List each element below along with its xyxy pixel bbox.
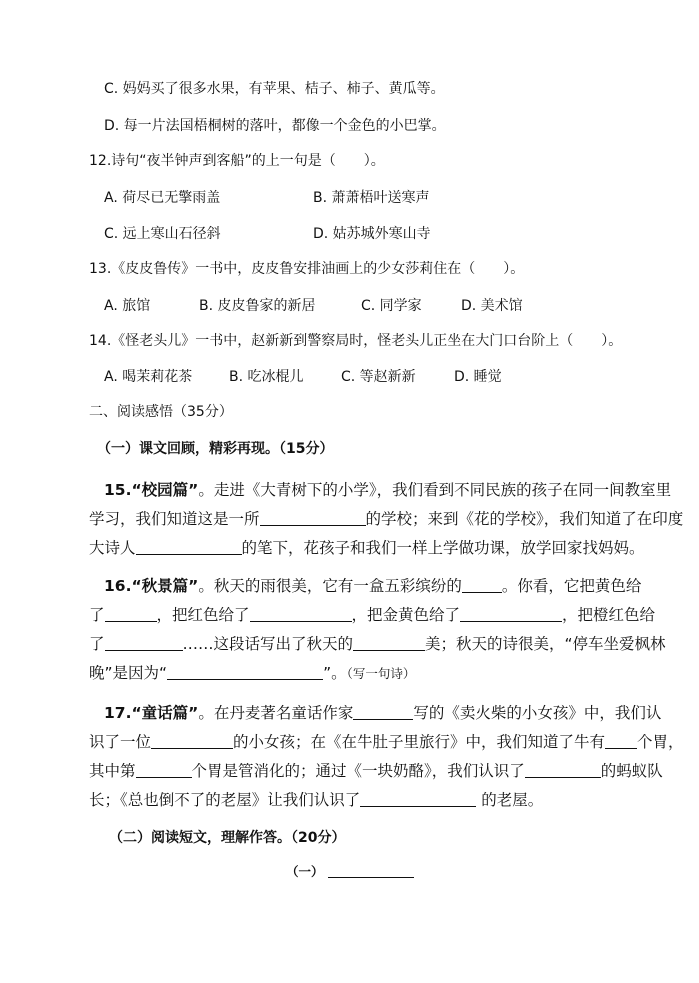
q12-option-d: D. 姑苏城外寒山寺: [313, 226, 431, 242]
q14-option-a: A. 喝茉莉花茶: [104, 369, 193, 385]
q15-line2: 学习，我们知道这是一所 的学校；来到《花的学校》，我们知道了在印度: [89, 510, 684, 528]
q16-blank-2[interactable]: [105, 607, 157, 622]
q16-blank-3[interactable]: [250, 607, 352, 622]
q16-line3: 了 ……这段话写出了秋天的 美；秋天的诗很美，“停车坐爱枫林: [89, 635, 666, 653]
q16-line2: 了 ，把红色给了 ，把金黄色给了 ，把橙红色给: [89, 606, 656, 624]
q17-blank-2[interactable]: [151, 734, 233, 749]
q17-line2: 识了一位 的小女孩；在《在牛肚子里旅行》中，我们知道了牛有 个胃，: [89, 733, 684, 751]
q13-option-d: D. 美术馆: [461, 298, 523, 314]
q14-option-d: D. 睡觉: [454, 369, 502, 385]
q17-line4: 长；《总也倒不了的老屋》让我们认识了 的老屋。: [89, 791, 544, 809]
q14-option-b: B. 吃冰棍儿: [229, 369, 304, 385]
q16-line1: 16.“秋景篇”。秋天的雨很美，它有一盒五彩缤纷的 。你看，它把黄色给: [104, 577, 642, 595]
part2-title: （二）阅读短文，理解作答。（20分）: [109, 830, 346, 846]
q17-blank-5[interactable]: [525, 763, 601, 778]
q13-stem: 13.《皮皮鲁传》一书中，皮皮鲁安排油画上的少女莎莉住在（ ）。: [89, 261, 525, 277]
q15-blank-1[interactable]: [260, 511, 366, 526]
q16-blank-7[interactable]: [167, 665, 323, 680]
q14-stem: 14.《怪老头儿》一书中，赵新新到警察局时，怪老头儿正坐在大门口台阶上（ ）。: [89, 333, 623, 349]
q12-option-b: B. 萧萧梧叶送寒声: [313, 190, 430, 206]
q16-blank-4[interactable]: [460, 607, 562, 622]
q12-option-c: C. 远上寒山石径斜: [104, 226, 221, 242]
section-title: 二、阅读感悟（35分）: [89, 404, 233, 420]
q15-line1: 15.“校园篇”。走进《大青树下的小学》，我们看到不同民族的孩子在同一间教室里: [104, 481, 672, 499]
q14-option-c: C. 等赵新新: [341, 369, 416, 385]
passage-label: （一）: [286, 862, 414, 882]
q17-line1: 17.“童话篇”。在丹麦著名童话作家 写的《卖火柴的小女孩》中，我们认: [104, 704, 662, 722]
q17-blank-6[interactable]: [360, 792, 476, 807]
q15-blank-2[interactable]: [136, 540, 242, 555]
q13-option-c: C. 同学家: [361, 298, 422, 314]
q11-option-c: C. 妈妈买了很多水果，有苹果、桔子、柿子、黄瓜等。: [104, 81, 445, 97]
q12-option-a: A. 荷尽已无擎雨盖: [104, 190, 221, 206]
q16-line4: 晚”是因为“ ”。（写一句诗）: [89, 664, 416, 682]
q11-option-d: D. 每一片法国梧桐树的落叶，都像一个金色的小巴掌。: [104, 118, 446, 134]
q13-option-a: A. 旅馆: [104, 298, 151, 314]
q17-blank-3[interactable]: [605, 734, 637, 749]
q12-stem: 12.诗句“夜半钟声到客船”的上一句是（ ）。: [89, 153, 385, 169]
q15-line3: 大诗人 的笔下，花孩子和我们一样上学做功课，放学回家找妈妈。: [89, 539, 645, 557]
q16-blank-6[interactable]: [353, 636, 425, 651]
q17-blank-1[interactable]: [353, 705, 413, 720]
part-title: （一）课文回顾，精彩再现。（15分）: [97, 441, 334, 457]
q17-blank-4[interactable]: [136, 763, 192, 778]
q16-blank-1[interactable]: [462, 578, 502, 593]
passage-title-blank[interactable]: [328, 863, 414, 878]
q17-line3: 其中第 个胃是管消化的；通过《一块奶酪》，我们认识了 的蚂蚁队: [89, 762, 663, 780]
q16-blank-5[interactable]: [105, 636, 183, 651]
q13-option-b: B. 皮皮鲁家的新居: [199, 298, 316, 314]
